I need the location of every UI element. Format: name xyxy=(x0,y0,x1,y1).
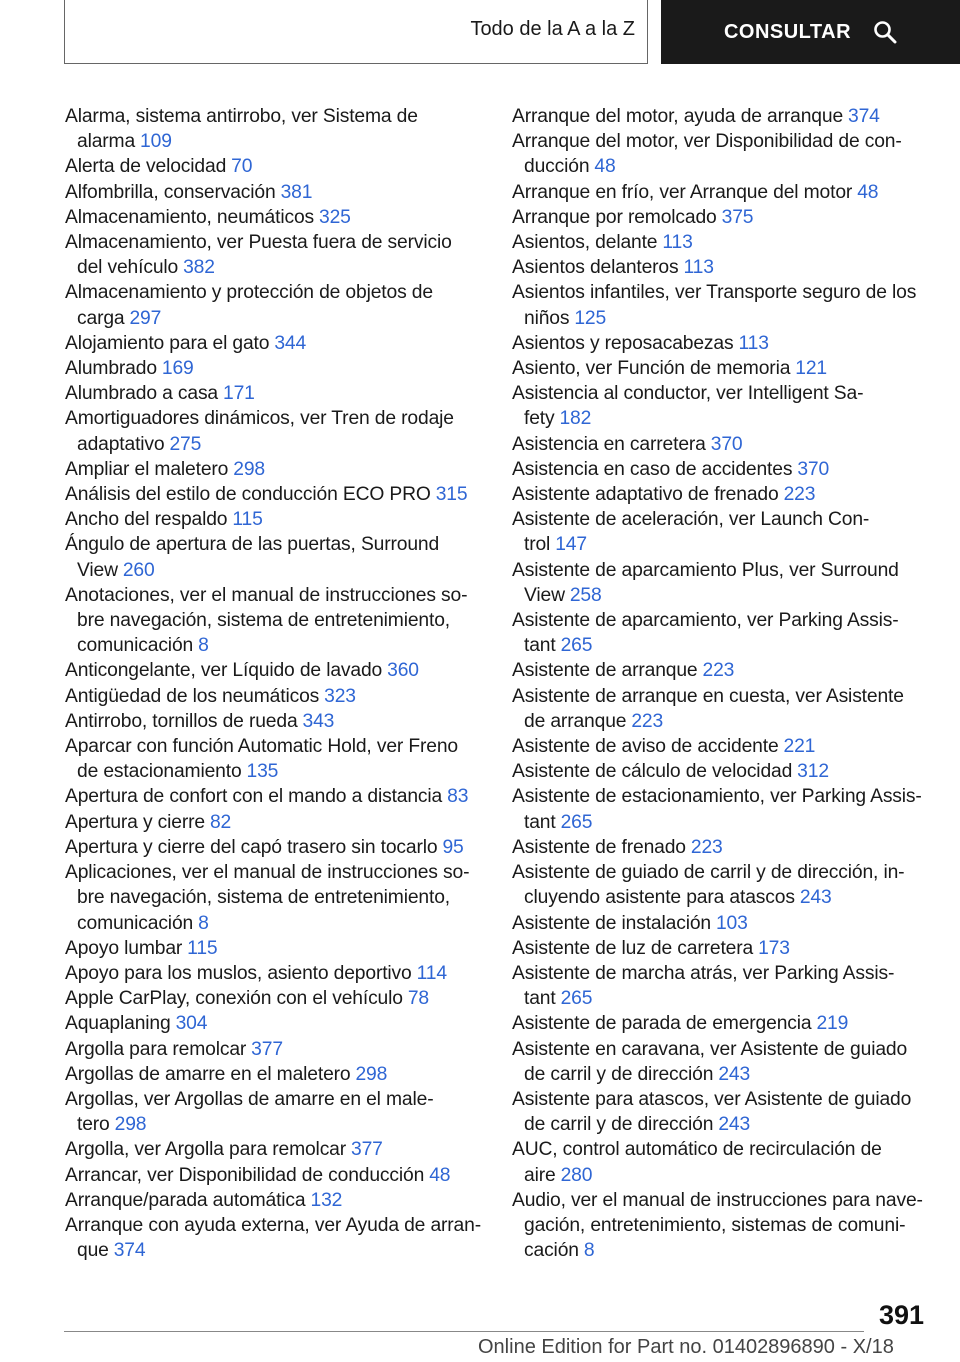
index-entry-continuation: tant xyxy=(524,635,556,657)
page-link[interactable]: 8 xyxy=(198,912,209,934)
page-link[interactable]: 113 xyxy=(683,257,714,279)
index-entry-continuation: de arranque xyxy=(524,710,627,732)
index-entry-text: Asistencia en carretera xyxy=(512,433,706,455)
index-entry-continuation: niños xyxy=(524,307,570,329)
index-entry xyxy=(65,936,480,961)
index-entry-continuation: cación xyxy=(524,1240,579,1262)
index-entry xyxy=(65,1163,480,1188)
index-entry-continuation: de carril y de dirección xyxy=(524,1063,714,1085)
index-entry-continuation: adaptativo xyxy=(77,433,165,455)
page-link[interactable]: 382 xyxy=(183,257,215,279)
index-entry-text: Apertura de confort con el mando a distancia xyxy=(65,786,443,808)
page-link[interactable]: 113 xyxy=(738,332,769,354)
page-link[interactable]: 258 xyxy=(569,584,602,606)
index-entry-text: Asistente de frenado xyxy=(512,836,686,858)
index-entry xyxy=(65,482,480,507)
index-entry-text: Aplicaciones, ver el manual de instrucciones so- xyxy=(65,862,470,884)
index-entry xyxy=(512,658,928,683)
index-entry xyxy=(65,1037,480,1062)
index-entry xyxy=(512,784,928,834)
index-entry-text: Argollas, ver Argollas de amarre en el male- xyxy=(65,1088,434,1110)
page-link[interactable]: 243 xyxy=(718,1114,751,1136)
page-link[interactable]: 323 xyxy=(324,685,356,707)
index-entry-text: Arranque en frío, ver Arranque del motor xyxy=(512,181,853,203)
index-entry xyxy=(65,280,480,330)
index-entry-continuation: ducción xyxy=(524,156,590,178)
page-link[interactable]: 223 xyxy=(783,484,816,506)
index-entry xyxy=(512,331,928,356)
index-entry xyxy=(512,558,928,608)
index-entry xyxy=(65,684,480,709)
index-entry xyxy=(512,608,928,658)
index-entry-text: Aquaplaning xyxy=(65,1013,171,1035)
page-link[interactable]: 169 xyxy=(161,358,194,380)
page-number: 391 xyxy=(878,1300,924,1330)
index-entry-text: Antigüedad de los neumáticos xyxy=(65,685,320,707)
index-entry-text: AUC, control automático de recirculación de xyxy=(512,1139,882,1161)
index-entry-text: Asistente de aparcamiento Plus, ver Surround xyxy=(512,559,899,581)
index-entry-continuation: de estacionamiento xyxy=(77,761,242,783)
page-link[interactable]: 377 xyxy=(251,1038,283,1060)
index-entry xyxy=(512,1011,928,1036)
page-link[interactable]: 360 xyxy=(387,660,419,682)
page-link[interactable]: 115 xyxy=(232,509,263,531)
index-entry xyxy=(512,911,928,936)
index-entry-continuation: trol xyxy=(524,534,551,556)
tab-todo-a-z[interactable]: Todo de la A a la Z xyxy=(470,18,635,40)
index-entry-continuation: comunicación xyxy=(77,635,194,657)
index-entry-text: Aparcar con función Automatic Hold, ver Freno xyxy=(65,736,458,758)
index-entry-text: Asistente de luz de carretera xyxy=(512,937,754,959)
page-link[interactable]: 223 xyxy=(631,710,664,732)
index-entry xyxy=(512,1137,928,1187)
index-entry-continuation: alarma xyxy=(77,131,136,153)
page-link[interactable]: 243 xyxy=(799,887,832,909)
index-entry-text: Arranque del motor, ver Disponibilidad de con- xyxy=(512,131,902,153)
index-entry-text: Almacenamiento, ver Puesta fuera de servicio xyxy=(65,232,452,254)
page-link[interactable]: 95 xyxy=(442,836,464,858)
index-entry-text: Asistente de arranque xyxy=(512,660,698,682)
index-entry-text: Audio, ver el manual de instrucciones para nave- xyxy=(512,1189,923,1211)
page-link[interactable]: 343 xyxy=(302,710,335,732)
index-entry-text: Asistente de estacionamiento, ver Parking Assis- xyxy=(512,786,922,808)
index-entry-text: Asistente de guiado de carril y de dirección, in- xyxy=(512,862,905,884)
index-entry-text: Asiento, ver Función de memoria xyxy=(512,358,791,380)
index-entry-continuation: bre navegación, sistema de entretenimiento, xyxy=(77,887,450,909)
index-entry-text: Arranque del motor, ayuda de arranque xyxy=(512,106,844,127)
index-entry xyxy=(65,734,480,784)
index-entry-continuation: tant xyxy=(524,988,556,1010)
page-link[interactable]: 370 xyxy=(710,433,743,455)
page-link[interactable]: 243 xyxy=(718,1063,751,1085)
page-link[interactable]: 265 xyxy=(560,988,593,1010)
index-entry-continuation: fety xyxy=(524,408,555,430)
index-entry-continuation: tant xyxy=(524,811,556,833)
index-entry-text: Alarma, sistema antirrobo, ver Sistema de xyxy=(65,106,418,127)
index-entry xyxy=(512,1188,928,1264)
page-link[interactable]: 48 xyxy=(857,181,879,203)
index-entry-text: Argolla para remolcar xyxy=(65,1038,247,1060)
page-link[interactable]: 374 xyxy=(113,1240,146,1262)
page-link[interactable]: 121 xyxy=(795,358,828,380)
index-entry-text: Amortiguadores dinámicos, ver Tren de rodaje xyxy=(65,408,454,430)
header-tab-frame xyxy=(64,0,648,64)
index-entry-text: Arrancar, ver Disponibilidad de conducción xyxy=(65,1164,425,1186)
index-entry-text: Asientos delanteros xyxy=(512,257,679,279)
index-entry-continuation: View xyxy=(524,584,565,606)
index-entry xyxy=(65,457,480,482)
index-entry-text: Apoyo para los muslos, asiento deportivo xyxy=(65,962,412,984)
page-link[interactable]: 115 xyxy=(187,937,218,959)
page-link[interactable]: 223 xyxy=(702,660,735,682)
index-entry xyxy=(65,709,480,734)
index-entry-text: Ancho del respaldo xyxy=(65,509,228,531)
index-entry-text: Alojamiento para el gato xyxy=(65,332,270,354)
index-entry xyxy=(65,104,480,154)
index-entry-text: Ángulo de apertura de las puertas, Surround xyxy=(65,534,440,556)
index-entry-text: Apertura y cierre xyxy=(65,811,205,833)
index-entry-text: Asistente de aceleración, ver Launch Con- xyxy=(512,509,870,531)
page-link[interactable]: 171 xyxy=(223,383,255,405)
page-link[interactable]: 260 xyxy=(122,559,155,581)
index-entry-text: Asistente de aviso de accidente xyxy=(512,736,779,758)
index-entry-continuation: gación, entretenimiento, sistemas de comuni- xyxy=(524,1214,906,1236)
index-entry xyxy=(512,356,928,381)
index-entry xyxy=(65,1062,480,1087)
index-entry xyxy=(65,205,480,230)
index-entry xyxy=(512,1087,928,1137)
index-entry xyxy=(65,1137,480,1162)
index-entry-text: Arranque por remolcado xyxy=(512,206,717,228)
index-entry xyxy=(65,331,480,356)
page-link[interactable]: 312 xyxy=(797,761,829,783)
index-entry-continuation: comunicación xyxy=(77,912,194,934)
index-entry xyxy=(65,810,480,835)
index-entry-continuation: del vehículo xyxy=(77,257,179,279)
page-link[interactable]: 370 xyxy=(797,458,830,480)
consultar-button-label: CONSULTAR xyxy=(723,20,852,43)
index-entry xyxy=(65,835,480,860)
index-entry-text: Asientos infantiles, ver Transporte seguro de los xyxy=(512,282,917,304)
index-entry-text: Apoyo lumbar xyxy=(65,937,183,959)
index-entry xyxy=(65,658,480,683)
index-entry-text: Asistente de aparcamiento, ver Parking Assis- xyxy=(512,610,899,632)
index-entry xyxy=(65,180,480,205)
index-entry xyxy=(512,255,928,280)
index-entry-continuation: de carril y de dirección xyxy=(524,1114,714,1136)
index-entry xyxy=(512,936,928,961)
page-link[interactable]: 109 xyxy=(140,131,172,153)
page-link[interactable]: 48 xyxy=(594,156,616,178)
index-entry xyxy=(65,381,480,406)
index-entry-text: Anotaciones, ver el manual de instrucciones so- xyxy=(65,584,468,606)
page-link[interactable]: 132 xyxy=(310,1189,343,1211)
index-entry-text: Asientos y reposacabezas xyxy=(512,332,734,354)
page-link[interactable]: 103 xyxy=(715,912,748,934)
index-entry-continuation: que xyxy=(77,1240,109,1262)
page-link[interactable]: 8 xyxy=(583,1240,595,1262)
index-entry-continuation: View xyxy=(77,559,118,581)
index-entry-text: Asistente de cálculo de velocidad xyxy=(512,761,793,783)
index-entry-text: Arranque/parada automática xyxy=(65,1189,306,1211)
index-entry xyxy=(65,154,480,179)
index-entry-text: Asistente de arranque en cuesta, ver Asistente xyxy=(512,685,904,707)
index-entry-text: Ampliar el maletero xyxy=(65,458,229,480)
index-entry xyxy=(512,759,928,784)
index-entry xyxy=(512,482,928,507)
index-entry xyxy=(512,961,928,1011)
page-link[interactable]: 297 xyxy=(129,307,162,329)
index-entry-text: Alerta de velocidad xyxy=(65,156,227,178)
index-entry-continuation: aire xyxy=(524,1164,556,1186)
page-link[interactable]: 325 xyxy=(319,206,351,228)
index-entry-text: Asistente de instalación xyxy=(512,912,711,934)
index-entry xyxy=(512,507,928,557)
index-entry xyxy=(65,1011,480,1036)
page-link[interactable]: 125 xyxy=(574,307,607,329)
index-entry xyxy=(512,835,928,860)
index-entry-text: Almacenamiento, neumáticos xyxy=(65,206,315,228)
index-entry xyxy=(65,860,480,936)
index-entry xyxy=(65,961,480,986)
index-entry xyxy=(512,381,928,431)
index-entry xyxy=(512,1037,928,1087)
index-entry-text: Alumbrado a casa xyxy=(65,383,219,405)
index-entry-text: Alumbrado xyxy=(65,358,157,380)
index-entry xyxy=(65,532,480,582)
index-entry xyxy=(512,684,928,734)
index-entry xyxy=(512,104,928,129)
index-entry-text: Asistente de marcha atrás, ver Parking Assis- xyxy=(512,962,895,984)
footer-divider xyxy=(64,1331,864,1332)
page-link[interactable]: 83 xyxy=(447,786,469,808)
index-entry-text: Asientos, delante xyxy=(512,232,658,254)
page-link[interactable]: 375 xyxy=(721,206,754,228)
page-link[interactable]: 147 xyxy=(555,534,587,556)
index-entry xyxy=(512,860,928,910)
index-entry-text: Anticongelante, ver Líquido de lavado xyxy=(65,660,383,682)
index-entry xyxy=(65,406,480,456)
index-entry-text: Almacenamiento y protección de objetos de xyxy=(65,282,433,304)
consultar-button[interactable] xyxy=(661,0,960,64)
index-entry xyxy=(65,507,480,532)
page-link[interactable]: 221 xyxy=(783,736,816,758)
index-entry-text: Argolla, ver Argolla para remolcar xyxy=(65,1139,347,1161)
page-link[interactable]: 182 xyxy=(559,408,592,430)
index-entry xyxy=(65,1213,480,1263)
index-entry xyxy=(512,432,928,457)
index-entry xyxy=(512,734,928,759)
footer-edition: Online Edition for Part no. 01402896890 - X/18 xyxy=(478,1336,894,1358)
index-entry xyxy=(512,280,928,330)
index-column-left xyxy=(65,104,480,1263)
index-entry xyxy=(65,583,480,659)
page-link[interactable]: 298 xyxy=(233,458,265,480)
index-entry-text: Asistente de parada de emergencia xyxy=(512,1013,812,1035)
page-link[interactable]: 114 xyxy=(416,962,447,984)
index-entry xyxy=(512,180,928,205)
index-entry-text: Alfombrilla, conservación xyxy=(65,181,276,203)
page-link[interactable]: 113 xyxy=(662,232,693,254)
index-entry-continuation: bre navegación, sistema de entretenimiento, xyxy=(77,610,450,632)
page-link[interactable]: 223 xyxy=(690,836,723,858)
index-entry xyxy=(65,1087,480,1137)
index-column-right xyxy=(512,104,928,1263)
index-entry xyxy=(512,230,928,255)
page-link[interactable]: 82 xyxy=(209,811,232,833)
index-entry-text: Apertura y cierre del capó trasero sin tocarlo xyxy=(65,836,438,858)
page-link[interactable]: 173 xyxy=(758,937,790,959)
index-entry xyxy=(512,205,928,230)
page-link[interactable]: 70 xyxy=(231,156,253,178)
page-link[interactable]: 298 xyxy=(355,1063,388,1085)
page-link[interactable]: 280 xyxy=(560,1164,593,1186)
index-entry-text: Asistente adaptativo de frenado xyxy=(512,484,779,506)
index-entry-continuation: tero xyxy=(77,1114,110,1136)
page-link[interactable]: 344 xyxy=(274,332,307,354)
index-entry xyxy=(65,784,480,809)
index-entry xyxy=(512,457,928,482)
page-link[interactable]: 374 xyxy=(848,106,880,127)
page-link[interactable]: 219 xyxy=(816,1013,849,1035)
page-link[interactable]: 304 xyxy=(175,1013,208,1035)
page-link[interactable]: 377 xyxy=(351,1139,383,1161)
index-entry-text: Asistencia al conductor, ver Intelligent Sa- xyxy=(512,383,864,405)
index-entry xyxy=(65,230,480,280)
index-entry-continuation: cluyendo asistente para atascos xyxy=(524,887,795,909)
page-link[interactable]: 135 xyxy=(246,761,279,783)
index-entry-text: Apple CarPlay, conexión con el vehículo xyxy=(65,988,403,1010)
page-link[interactable]: 265 xyxy=(560,635,593,657)
index-entry-continuation: carga xyxy=(77,307,125,329)
search-icon xyxy=(873,20,897,44)
index-entry xyxy=(512,129,928,179)
index-entry xyxy=(65,986,480,1011)
page-link[interactable]: 265 xyxy=(560,811,593,833)
page-link[interactable]: 298 xyxy=(114,1114,147,1136)
index-entry-text: Asistente para atascos, ver Asistente de guiado xyxy=(512,1088,912,1110)
page-link[interactable]: 275 xyxy=(169,433,202,455)
index-entry-text: Argollas de amarre en el maletero xyxy=(65,1063,351,1085)
index-entry-text: Antirrobo, tornillos de rueda xyxy=(65,710,298,732)
index-entry-text: Arranque con ayuda externa, ver Ayuda de arran- xyxy=(65,1214,481,1236)
index-entry-text: Análisis del estilo de conducción ECO PRO xyxy=(65,484,431,506)
index-entry-text: Asistencia en caso de accidentes xyxy=(512,458,793,480)
page-link[interactable]: 8 xyxy=(198,635,209,657)
page-link[interactable]: 48 xyxy=(429,1164,451,1186)
page-link[interactable]: 78 xyxy=(407,988,429,1010)
index-entry xyxy=(65,1188,480,1213)
page-link[interactable]: 381 xyxy=(280,181,313,203)
index-entry xyxy=(65,356,480,381)
page-link[interactable]: 315 xyxy=(435,484,468,506)
index-entry-text: Asistente en caravana, ver Asistente de guiado xyxy=(512,1038,908,1060)
